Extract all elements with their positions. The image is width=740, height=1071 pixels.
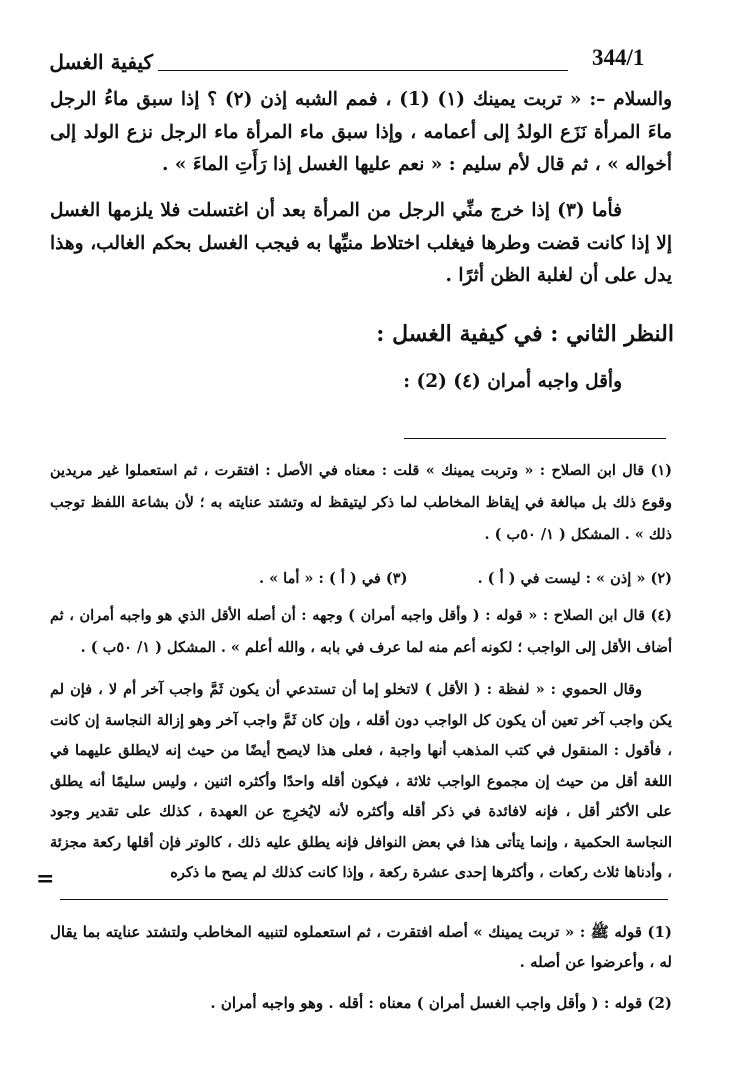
footnote-2: (٢) « إذن » : ليست في ( أ ) .	[477, 570, 672, 587]
footnote-4-continuation: وقال الحموي : « لفظة : ( الأقل ) لاتخلو إما أن تستدعي أن يكون ثَمَّ واجب آخر أم لا ، فإن لم يكن واجب آخر تعين أن يكون كل الواجب دون أقله ، وإن كان ثَمَّ واجب آخر وهو إزالة النجاسة إن كانت ، فأقول : المنقول في كتب المذهب أنها واجبة ، فعلى هذا لايصح أيضًا من حيث إنه لايطلق عليهما في اللغة أقل من حيث إن مجموع الواجب ثلاثة ، فيكون أقله واحدًا وأكثره اثنين ، وليس سليمًا أنه يطلق على الأكثر أقل ، فإنه لافائدة في ذكر أقله وأكثره لأنه لايُخرِج عن العهدة ، كذلك على تقدير وجود النجاسة الحكمية ، وإنما يتأتى هذا في بعض النوافل فإنه يطلق عليه ذلك ، كالوتر فإن أقلها ركعة مجزئة ، وأدناها ثلاث ركعات ، وأكثرها إحدى عشرة ركعة ، وإذا كانت كذلك لم يصح ما ذكره	[50, 681, 672, 881]
page-number: 344/1	[592, 45, 645, 70]
body-paragraph-2: فأما (٣) إذا خرج منِّي الرجل من المرأة بعد أن اغتسلت فلا يلزمها الغسل إلا إذا كانت قضت وطرها فيغلب اختلاط منيِّها به فيجب الغسل بحكم الغالب، وهذا يدل على أن لغلبة الظن أثرًا .	[50, 200, 672, 286]
translator-notes-separator	[60, 899, 668, 900]
body-paragraph-1: والسلام –: « تربت يمينك (١) (1) ، فمم الشبه إذن (٢) ؟ إذا سبق ماءُ الرجل ماءَ المرأة نَزَع الولدُ إلى أعمامه ، وإذا سبق ماء المرأة ماء الرجل نزع الولد إلى أخواله » ، ثم قال لأم سليم : « نعم عليها الغسل إذا رَأَتِ الماءَ » .	[50, 89, 672, 175]
translator-note-2: (2) قوله : ( وأقل واجب الغسل أمران ) معناه : أقله . وهو واجبه أمران .	[210, 994, 672, 1012]
section-heading: النظر الثاني : في كيفية الغسل :	[376, 321, 674, 347]
body-paragraph-3: وأقل واجبه أمران (٤) (2) :	[403, 371, 622, 392]
footnote-3: (٣) في ( أ ) : « أما » .	[258, 570, 408, 587]
footnote-separator	[404, 438, 666, 439]
footnote-4: (٤) قال ابن الصلاح : « قوله : ( وأقل واجبه أمران ) وجهه : أن أصله الأقل الذي هو واجبه أمران ، ثم أضاف الأقل إلى الواجب ؛ لكونه أعم منه لما عرف في بابه ، والله أعلم » . المشكل ( ١/ ٥٠ب ) .	[50, 607, 672, 656]
footnote-row-2-3	[50, 563, 672, 595]
running-title: كيفية الغسل	[49, 50, 153, 74]
header-rule	[158, 70, 568, 71]
continuation-mark: =	[36, 866, 55, 892]
translator-note-1: (1) قوله ﷺ : « تربت يمينك » أصله افتقرت ، ثم استعملوه لتنبيه المخاطب ولتشتد عنايته بما يقال له ، وأعرضوا عن أصله .	[50, 923, 672, 971]
footnote-1: (١) قال ابن الصلاح : « وتربت يمينك » قلت : معناه في الأصل : افتقرت ، ثم استعملوا غير مريدين وقوع ذلك بل مبالغة في إيقاظ المخاطب لما ذكر ليتيقظ له وتشتد عنايته به ؛ لأن بشاعة اللفظ توجب ذلك » . المشكل ( ١/ ٥٠ب ) .	[50, 462, 672, 543]
